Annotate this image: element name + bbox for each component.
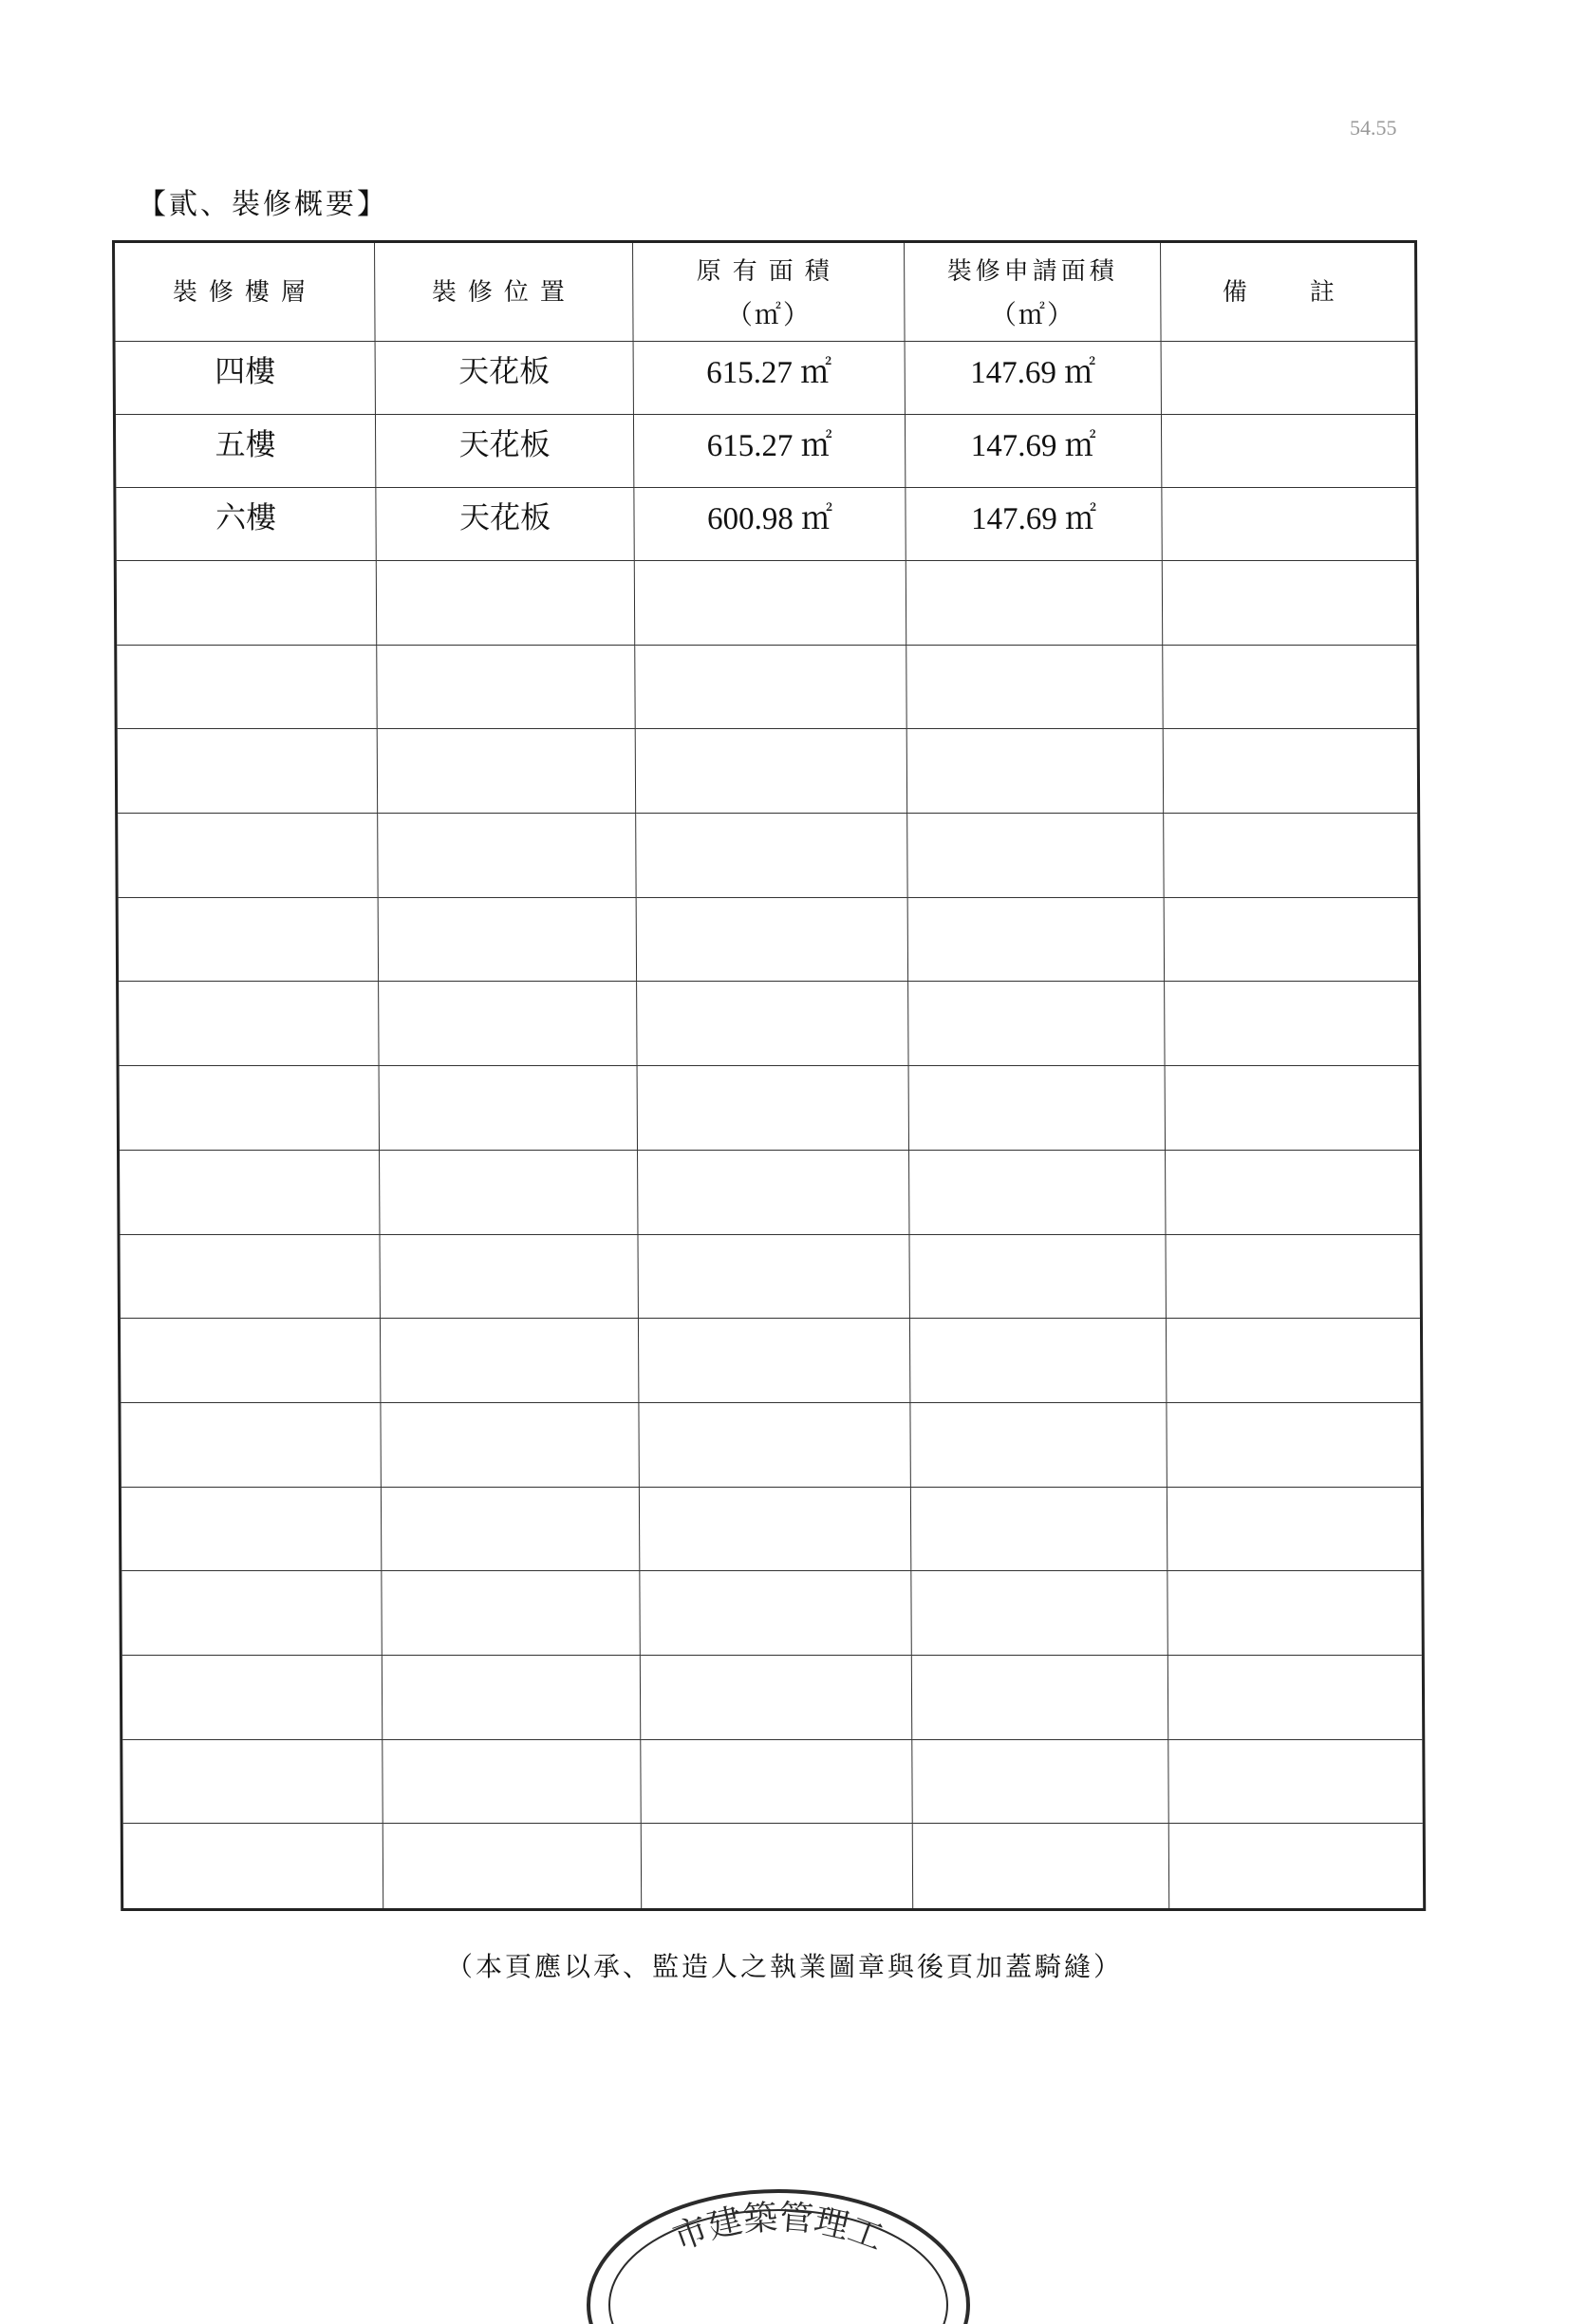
cell-floor: 六樓 [116, 488, 376, 561]
empty-cell-applied-area [909, 1151, 1166, 1235]
empty-cell-applied-area [906, 561, 1163, 646]
empty-cell-original-area [641, 1656, 912, 1740]
empty-cell-location [377, 561, 635, 646]
cell-original-area: 615.27 ㎡ [634, 415, 906, 488]
empty-cell-floor [122, 1656, 383, 1740]
cell-note [1162, 342, 1415, 415]
empty-cell-floor [120, 1235, 380, 1320]
empty-cell-note [1166, 1066, 1419, 1151]
empty-cell-location [380, 1151, 638, 1235]
empty-cell-floor [117, 561, 377, 646]
empty-cell-applied-area [913, 1824, 1169, 1908]
empty-cell-location [379, 982, 637, 1066]
empty-cell-original-area [638, 1066, 909, 1151]
empty-cell-location [383, 1824, 642, 1908]
empty-cell-note [1168, 1656, 1422, 1740]
empty-cell-original-area [642, 1824, 913, 1908]
header-note-label: 備 註 [1222, 277, 1354, 307]
empty-cell-note [1166, 1235, 1419, 1320]
seal-text-path: 市建築管理工 [668, 2198, 888, 2258]
empty-cell-applied-area [907, 814, 1164, 898]
renovation-summary-table [112, 240, 1426, 1911]
empty-cell-original-area [641, 1740, 912, 1825]
empty-cell-original-area [640, 1488, 911, 1572]
empty-cell-location [383, 1656, 641, 1740]
empty-cell-applied-area [906, 646, 1163, 730]
empty-cell-original-area [637, 982, 908, 1066]
empty-cell-original-area [637, 898, 908, 983]
cell-note [1162, 488, 1415, 561]
seal-text [668, 2198, 888, 2258]
empty-cell-location [380, 1235, 638, 1320]
empty-cell-floor [120, 1151, 380, 1235]
empty-cell-note [1164, 814, 1417, 898]
empty-cell-floor [117, 646, 377, 730]
empty-cell-original-area [638, 1151, 909, 1235]
empty-cell-floor [119, 982, 379, 1066]
footnote: （本頁應以承、監造人之執業圖章與後頁加蓋騎縫） [445, 1951, 1123, 1982]
empty-cell-location [377, 646, 635, 730]
header-note [1161, 243, 1415, 342]
empty-cell-note [1164, 729, 1417, 814]
page-number: 54.55 [1350, 116, 1397, 140]
empty-cell-note [1165, 982, 1418, 1066]
header-original-area [633, 243, 906, 342]
cell-location: 天花板 [376, 415, 634, 488]
empty-cell-floor [118, 729, 378, 814]
empty-cell-original-area [636, 814, 907, 898]
empty-cell-original-area [638, 1235, 909, 1320]
section-title: 【貳、裝修概要】 [138, 188, 388, 221]
empty-cell-note [1168, 1740, 1422, 1825]
empty-cell-applied-area [909, 1066, 1166, 1151]
empty-cell-original-area [635, 561, 906, 646]
empty-cell-original-area [639, 1403, 910, 1488]
empty-cell-location [379, 898, 637, 983]
seal-inner-ring [609, 2210, 947, 2324]
empty-cell-location [378, 729, 636, 814]
header-applied-area-unit: （㎡） [989, 298, 1075, 330]
cell-note [1162, 415, 1415, 488]
cell-floor: 五樓 [116, 415, 376, 488]
header-floor [115, 243, 376, 342]
empty-cell-note [1165, 898, 1418, 983]
cell-floor: 四樓 [116, 342, 376, 415]
empty-cell-applied-area [908, 982, 1165, 1066]
cell-original-area: 600.98 ㎡ [634, 488, 906, 561]
empty-cell-location [378, 814, 636, 898]
empty-cell-location [381, 1403, 639, 1488]
header-original-area-unit: （㎡） [725, 298, 812, 330]
empty-cell-applied-area [910, 1319, 1167, 1403]
cell-applied-area: 147.69 ㎡ [906, 488, 1162, 561]
cell-applied-area: 147.69 ㎡ [906, 415, 1162, 488]
empty-cell-note [1166, 1151, 1419, 1235]
empty-cell-floor [121, 1403, 381, 1488]
empty-cell-applied-area [910, 1403, 1167, 1488]
header-applied-area [905, 243, 1162, 342]
empty-cell-floor [121, 1571, 382, 1656]
empty-cell-floor [118, 814, 378, 898]
empty-cell-note [1169, 1824, 1423, 1908]
empty-cell-applied-area [909, 1235, 1166, 1320]
empty-cell-note [1163, 561, 1416, 646]
empty-cell-floor [121, 1319, 381, 1403]
cell-location: 天花板 [376, 488, 634, 561]
cell-applied-area: 147.69 ㎡ [906, 342, 1162, 415]
empty-cell-applied-area [911, 1571, 1167, 1656]
empty-cell-applied-area [912, 1740, 1168, 1825]
official-seal [579, 2163, 978, 2324]
empty-cell-note [1163, 646, 1416, 730]
header-location-label: 裝修位置 [431, 277, 576, 307]
empty-cell-applied-area [912, 1656, 1168, 1740]
empty-cell-location [381, 1319, 639, 1403]
empty-cell-location [380, 1066, 638, 1151]
empty-cell-original-area [636, 729, 907, 814]
empty-cell-applied-area [911, 1488, 1167, 1572]
cell-original-area: 615.27 ㎡ [634, 342, 906, 415]
empty-cell-note [1167, 1403, 1420, 1488]
empty-cell-note [1167, 1571, 1421, 1656]
empty-cell-location [383, 1740, 641, 1825]
cell-location: 天花板 [376, 342, 634, 415]
empty-cell-floor [119, 898, 379, 983]
empty-cell-floor [122, 1740, 383, 1825]
empty-cell-location [382, 1488, 640, 1572]
empty-cell-original-area [635, 646, 906, 730]
empty-cell-applied-area [908, 898, 1165, 983]
header-location [375, 243, 634, 342]
header-floor-label: 裝修樓層 [172, 277, 317, 307]
empty-cell-applied-area [907, 729, 1164, 814]
header-original-area-label: 原有面積 [696, 256, 841, 286]
empty-cell-floor [121, 1488, 382, 1572]
empty-cell-floor [123, 1824, 383, 1908]
empty-cell-note [1167, 1488, 1421, 1572]
empty-cell-floor [120, 1066, 380, 1151]
empty-cell-note [1167, 1319, 1420, 1403]
header-applied-area-label: 裝修申請面積 [946, 256, 1118, 286]
empty-cell-original-area [639, 1319, 910, 1403]
empty-cell-location [382, 1571, 640, 1656]
empty-cell-original-area [640, 1571, 911, 1656]
